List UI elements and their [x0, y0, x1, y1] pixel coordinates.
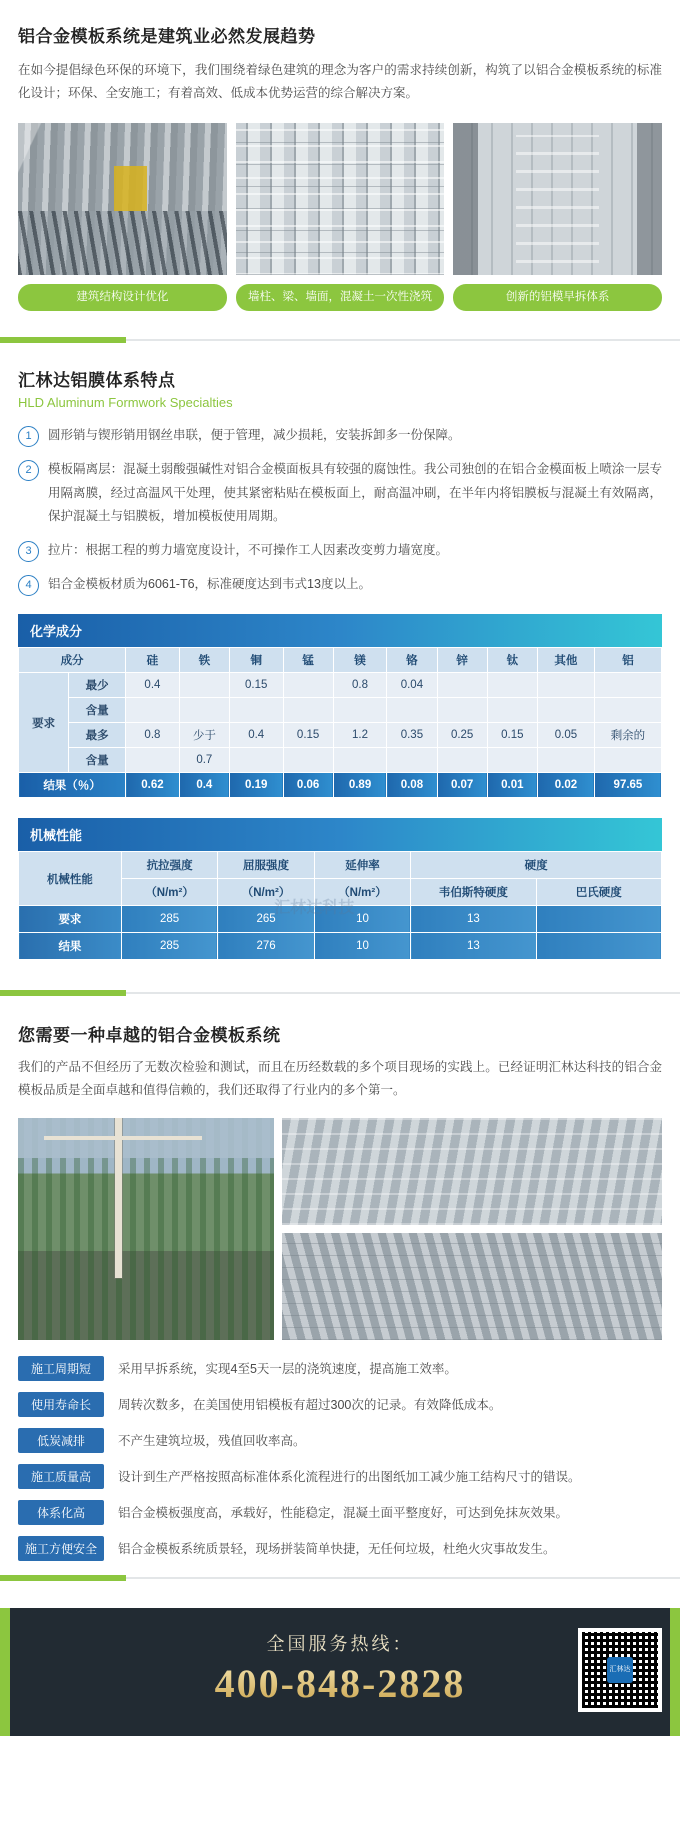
- chem-result-cell: 97.65: [594, 773, 661, 798]
- intro-caption-row: [18, 284, 662, 311]
- chem-cell: [333, 748, 387, 773]
- chem-cell: [487, 748, 537, 773]
- section-intro-title: 铝合金模板系统是建筑业必然发展趋势: [18, 27, 316, 46]
- mech-row-label: 结果: [19, 933, 122, 960]
- table-row: [19, 906, 662, 933]
- chem-cell: [126, 748, 180, 773]
- section-specialties: [0, 344, 680, 596]
- chem-cell: [437, 698, 487, 723]
- feature-list: [18, 1356, 662, 1561]
- table-row: [19, 723, 662, 748]
- feature-row: [18, 1428, 662, 1453]
- chem-cell: [594, 748, 661, 773]
- chem-cell: [283, 673, 333, 698]
- chem-result-label: 结果（％）: [19, 773, 126, 798]
- specialty-text: 拉片：根据工程的剪力墙宽度设计，不可操作工人因素改变剪力墙宽度。: [48, 542, 449, 557]
- chem-result-cell: 0.4: [179, 773, 229, 798]
- chem-group-label: 要求: [19, 673, 69, 773]
- intro-photo-row: [18, 123, 662, 275]
- specialty-text: 铝合金模板材质为6061-T6，标准硬度达到韦式13度以上。: [48, 576, 371, 591]
- feature-desc: 采用早拆系统，实现4至5天一层的浇筑速度，提高施工效率。: [118, 1362, 457, 1377]
- system-paragraph: 我们的产品不但经历了无数次检验和测试，而且在历经数载的多个项目现场的实践上。已经证明汇林达科技的铝合金模板品质是全面卓越和值得信赖的，我们还取得了行业内的多个第一。: [18, 1060, 662, 1098]
- mech-cell: 13: [411, 933, 536, 960]
- chem-cell: [487, 673, 537, 698]
- chem-col-mg: 镁: [333, 648, 387, 673]
- chem-col-cr: 铬: [387, 648, 437, 673]
- chem-cell: [437, 673, 487, 698]
- feature-desc: 铝合金模板强度高，承载好，性能稳定，混凝土面平整度好，可达到免抹灰效果。: [118, 1506, 569, 1521]
- mech-cell: 285: [121, 933, 217, 960]
- mech-cell: 285: [121, 906, 217, 933]
- chem-row-label: 含量: [69, 698, 126, 723]
- specialty-item: [18, 539, 662, 562]
- chem-cell: 1.2: [333, 723, 387, 748]
- mech-unit-elongation: （N/m²）: [314, 879, 410, 906]
- chem-col-ti: 钛: [487, 648, 537, 673]
- system-title: 您需要一种卓越的铝合金模板系统: [18, 1026, 281, 1045]
- mech-cell: 13: [411, 906, 536, 933]
- mech-cell: 10: [314, 906, 410, 933]
- chem-cell: [537, 748, 594, 773]
- photo-formwork-assembly: [282, 1118, 662, 1225]
- chem-result-cell: 0.08: [387, 773, 437, 798]
- chem-cell: 0.4: [229, 723, 283, 748]
- chem-result-cell: 0.89: [333, 773, 387, 798]
- divider-accent: [0, 990, 126, 996]
- watermark-logo: 汇林达科技: [274, 899, 355, 917]
- table-row-result: [19, 773, 662, 798]
- specialty-number-badge: 4: [18, 575, 39, 596]
- chem-result-cell: 0.02: [537, 773, 594, 798]
- mech-sub-barcol: 巴氏硬度: [536, 879, 661, 906]
- chem-row-label: 最多: [69, 723, 126, 748]
- chem-cell: [283, 748, 333, 773]
- chem-cell: 0.25: [437, 723, 487, 748]
- specialty-number-badge: 1: [18, 426, 39, 447]
- mech-sub-webster: 韦伯斯特硬度: [411, 879, 536, 906]
- mechanical-properties-table: [18, 818, 662, 960]
- mech-cell: 10: [314, 933, 410, 960]
- photo-wall-column-casting: [236, 123, 445, 275]
- feature-desc: 不产生建筑垃圾，残值回收率高。: [118, 1434, 306, 1449]
- feature-row: [18, 1392, 662, 1417]
- feature-row: [18, 1536, 662, 1561]
- hotline-label: 全国服务热线：: [266, 1634, 414, 1655]
- chemical-table-title: 化学成分: [18, 614, 662, 647]
- mech-cell: [536, 933, 661, 960]
- chem-cell: [229, 748, 283, 773]
- section-system: [0, 997, 680, 1340]
- specialty-text: 模板隔离层：混凝土弱酸强碱性对铝合金模面板具有较强的腐蚀性。我公司独创的在铝合金模面板上喷涂一层专用隔离膜，经过高温风干处理，使其紧密粘贴在模板面上，耐高温冲刷，在半年内将铝膜板与混凝土有效隔离，保护混凝土与铝膜板，增加模板使用周期。: [48, 462, 662, 523]
- photo-slab-formwork: [282, 1233, 662, 1340]
- feature-desc: 周转次数多，在美国使用铝模板有超过300次的记录。有效降低成本。: [118, 1398, 502, 1413]
- divider-accent: [0, 337, 126, 343]
- chem-col-zn: 锌: [437, 648, 487, 673]
- chem-cell: [179, 673, 229, 698]
- mech-row-label: 要求: [19, 906, 122, 933]
- chem-result-cell: 0.07: [437, 773, 487, 798]
- chem-result-cell: 0.06: [283, 773, 333, 798]
- hotline-number[interactable]: 400-848-2828: [0, 1660, 680, 1707]
- feature-tag: 体系化高: [18, 1500, 104, 1525]
- mech-col-tensile: 抗拉强度: [121, 852, 217, 879]
- chem-col-0: 成分: [19, 648, 126, 673]
- caption-1: 建筑结构设计优化: [18, 284, 227, 311]
- caption-2: 墙柱、梁、墙面，混凝土一次性浇筑: [236, 284, 445, 311]
- specialty-item: [18, 573, 662, 596]
- chem-row-label: 最少: [69, 673, 126, 698]
- chem-cell: [387, 698, 437, 723]
- chem-cell: [537, 698, 594, 723]
- chem-cell: 0.15: [487, 723, 537, 748]
- divider-accent: [0, 1575, 126, 1581]
- mechanical-table-title: 机械性能: [18, 818, 662, 851]
- specialties-title: 汇林达铝膜体系特点: [18, 371, 176, 391]
- specialty-text: 圆形销与锲形销用钢丝串联，便于管理，减少损耗，安装拆卸多一份保障。: [48, 428, 461, 443]
- mech-header-row: [19, 852, 662, 879]
- chem-col-si: 硅: [126, 648, 180, 673]
- mech-cell: 265: [218, 906, 314, 933]
- system-photo-row: [18, 1118, 662, 1340]
- chem-cell: [594, 673, 661, 698]
- feature-row: [18, 1500, 662, 1525]
- table-row: [19, 748, 662, 773]
- chem-cell: [179, 698, 229, 723]
- photo-tower-crane-site: [18, 1118, 274, 1340]
- chem-result-cell: 0.01: [487, 773, 537, 798]
- chem-cell: 剩余的: [594, 723, 661, 748]
- feature-tag: 低炭减排: [18, 1428, 104, 1453]
- divider-3: [0, 1575, 680, 1582]
- mech-col-label: 机械性能: [19, 852, 122, 906]
- feature-tag: 施工质量高: [18, 1464, 104, 1489]
- chem-cell: 0.4: [126, 673, 180, 698]
- feature-tag: 施工方便安全: [18, 1536, 104, 1561]
- section-intro-paragraph: 在如今提倡绿色环保的环境下，我们围绕着绿色建筑的理念为客户的需求持续创新，构筑了以铝合金模板系统的标准化设计；环保、全安施工；有着高效、低成本优势运营的综合解决方案。: [18, 63, 662, 101]
- chem-cell: 0.04: [387, 673, 437, 698]
- chem-cell: [487, 698, 537, 723]
- chem-cell: 0.05: [537, 723, 594, 748]
- chemical-header-row: [19, 648, 662, 673]
- specialty-number-badge: 2: [18, 460, 39, 481]
- chem-cell: [283, 698, 333, 723]
- chem-result-cell: 0.19: [229, 773, 283, 798]
- chem-cell: [437, 748, 487, 773]
- table-row: [19, 698, 662, 723]
- divider-1: [0, 337, 680, 344]
- chem-col-cu: 铜: [229, 648, 283, 673]
- chem-cell: 0.15: [229, 673, 283, 698]
- chem-cell: 0.7: [179, 748, 229, 773]
- feature-desc: 设计到生产严格按照高标准体系化流程进行的出图纸加工减少施工结构尺寸的错误。: [118, 1470, 581, 1485]
- qr-brand-badge: 汇林达: [607, 1657, 633, 1683]
- chem-cell: 0.15: [283, 723, 333, 748]
- section-intro: [0, 0, 680, 311]
- specialties-subtitle-en: HLD Aluminum Formwork Specialties: [18, 395, 233, 411]
- chem-col-mn: 锰: [283, 648, 333, 673]
- specialty-item: [18, 458, 662, 527]
- chem-cell: [333, 698, 387, 723]
- qr-code[interactable]: [578, 1628, 662, 1712]
- chem-col-other: 其他: [537, 648, 594, 673]
- mech-unit-tensile: （N/m²）: [121, 879, 217, 906]
- feature-desc: 铝合金模板系统质景轻，现场拼装简单快捷，无任何垃圾，杜绝火灾事故发生。: [118, 1542, 556, 1557]
- chem-col-fe: 铁: [179, 648, 229, 673]
- chem-cell: 0.8: [333, 673, 387, 698]
- mech-cell: [536, 906, 661, 933]
- chem-cell: [594, 698, 661, 723]
- specialty-item: [18, 424, 662, 447]
- table-row: [19, 933, 662, 960]
- mech-col-hardness: 硬度: [411, 852, 662, 879]
- feature-row: [18, 1356, 662, 1381]
- mechanical-grid: [18, 851, 662, 960]
- specialty-number-badge: 3: [18, 541, 39, 562]
- feature-tag: 使用寿命长: [18, 1392, 104, 1417]
- chemical-grid: [18, 647, 662, 798]
- table-row: [19, 673, 662, 698]
- feature-row: [18, 1464, 662, 1489]
- chem-cell: 少于: [179, 723, 229, 748]
- footer-banner: [0, 1608, 680, 1736]
- mech-col-yield: 屈服强度: [218, 852, 314, 879]
- chem-cell: [229, 698, 283, 723]
- chemical-composition-table: [18, 614, 662, 798]
- chem-cell: [537, 673, 594, 698]
- chem-row-label: 含量: [69, 748, 126, 773]
- mech-unit-yield: （N/m²）: [218, 879, 314, 906]
- photo-structure-design: [18, 123, 227, 275]
- mech-cell: 276: [218, 933, 314, 960]
- photo-early-strip-system: [453, 123, 662, 275]
- chem-cell: [126, 698, 180, 723]
- mech-col-elongation: 延伸率: [314, 852, 410, 879]
- feature-tag: 施工周期短: [18, 1356, 104, 1381]
- chem-col-al: 铝: [594, 648, 661, 673]
- chem-cell: [387, 748, 437, 773]
- chem-cell: 0.35: [387, 723, 437, 748]
- caption-3: 创新的铝模早拆体系: [453, 284, 662, 311]
- chem-result-cell: 0.62: [126, 773, 180, 798]
- divider-2: [0, 990, 680, 997]
- chem-cell: 0.8: [126, 723, 180, 748]
- system-photo-column: [282, 1118, 662, 1340]
